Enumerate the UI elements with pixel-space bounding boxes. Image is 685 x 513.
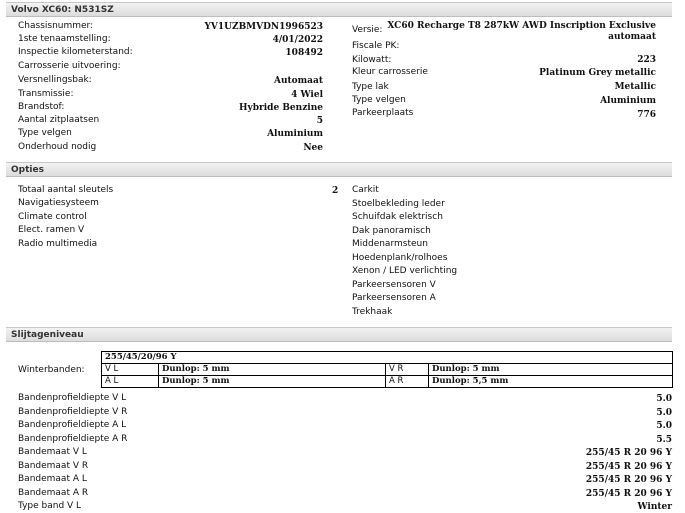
wear-row-label: Bandemaat A L [18, 474, 87, 484]
general-value: 4/01/2022 [272, 35, 323, 45]
wear-row-label: Bandemaat A R [18, 487, 89, 498]
general-label: Transmissie: [18, 89, 74, 99]
option-item: Stoelbekleding leder [352, 198, 445, 209]
general-label: Onderhoud nodig [18, 142, 97, 152]
option-item: Trekhaak [352, 306, 393, 317]
wear-row-value: 255/45 R 20 96 Y [585, 475, 672, 485]
tire-pos-vr: V R [386, 364, 429, 376]
wear-row-label: Bandenprofieldiepte V L [18, 393, 127, 403]
kleur-label: Kleur carrosserie [352, 67, 428, 77]
sleutels-value: 2 [332, 186, 339, 196]
general-value: Nee [303, 143, 323, 153]
option-item: Hoedenplank/rolhoes [352, 252, 448, 263]
lak-label: Type lak [352, 82, 389, 92]
wear-row-value: 5.5 [656, 434, 672, 445]
wear-row-value: Winter [637, 502, 672, 512]
wear-row-label: Bandenprofieldiepte A L [18, 420, 127, 430]
general-label: Carrosserie uitvoering: [18, 61, 121, 71]
general-label: 1ste tenaamstelling: [18, 34, 111, 44]
winterbanden-label: Winterbanden: [18, 365, 85, 375]
tire-value-vr: Dunlop: 5 mm [429, 364, 673, 376]
wear-row-value: 255/45 R 20 96 Y [585, 448, 672, 458]
lak-value: Metallic [614, 82, 656, 92]
option-item: Elect. ramen V [18, 225, 85, 235]
vehicle-title-bar [6, 2, 672, 17]
versie-label: Versie: [352, 25, 383, 35]
velgen-right-label: Type velgen [352, 95, 406, 105]
option-item: Radio multimedia [18, 238, 98, 249]
kleur-value: Platinum Grey metallic [539, 68, 656, 78]
wear-row-value: 5.0 [656, 421, 672, 431]
tire-value-vl: Dunlop: 5 mm [159, 364, 386, 376]
wear-row-label: Bandenprofieldiepte A R [18, 433, 128, 444]
option-item: Carkit [352, 185, 379, 195]
wear-row-value: 255/45 R 20 96 Y [585, 461, 672, 472]
wear-row-label: Type band V L [18, 501, 82, 511]
option-item: Parkeersensoren A [352, 293, 436, 303]
wear-header [6, 327, 672, 342]
general-label: Brandstof: [18, 102, 65, 112]
kilowatt-value: 223 [637, 55, 656, 65]
versie-value-line1: XC60 Recharge T8 287kW AWD Inscription Exclusive [387, 21, 656, 31]
tire-row-front [102, 364, 673, 376]
general-label: Inspectie kilometerstand: [18, 47, 133, 57]
option-item: Xenon / LED verlichting [352, 266, 458, 276]
wear-row-value: 5.0 [656, 394, 672, 404]
fiscale-pk-label: Fiscale PK: [352, 41, 400, 51]
option-item: Dak panoramisch [352, 225, 431, 236]
option-item: Parkeersensoren V [352, 279, 436, 290]
winter-tires-table [101, 351, 673, 388]
general-value: YV1UZBMVDN1996523 [204, 22, 323, 32]
general-value: Automaat [273, 76, 323, 86]
sleutels-label: Totaal aantal sleutels [18, 185, 114, 195]
general-label: Versnellingsbak: [18, 75, 92, 85]
parkeerplaats-label: Parkeerplaats [352, 108, 414, 118]
tire-pos-ar: A R [386, 376, 429, 388]
general-value: 108492 [285, 48, 323, 58]
wear-row-label: Bandemaat V R [18, 460, 89, 471]
vehicle-title: Volvo XC60: N531SZ [11, 5, 114, 15]
general-label: Type velgen [18, 128, 72, 138]
wear-row-value: 255/45 R 20 96 Y [585, 488, 672, 499]
options-header [6, 162, 672, 177]
parkeerplaats-value: 776 [637, 110, 656, 120]
option-item: Navigatiesysteem [18, 198, 99, 208]
option-item: Climate control [18, 211, 87, 222]
kilowatt-label: Kilowatt: [352, 55, 392, 65]
general-value: Aluminium [267, 129, 323, 139]
wear-row-value: 5.0 [656, 407, 672, 418]
wear-row-label: Bandemaat V L [18, 447, 87, 457]
versie-value-line2: automaat [608, 32, 656, 42]
velgen-right-value: Aluminium [600, 96, 656, 106]
wear-row-label: Bandenprofieldiepte V R [18, 406, 128, 417]
option-item: Middenarmsteun [352, 239, 428, 249]
general-label: Chassisnummer: [18, 21, 94, 31]
option-item: Schuifdak elektrisch [352, 212, 443, 222]
options-title: Opties [11, 165, 44, 175]
tire-size: 255/45/20/96 Y [102, 352, 673, 364]
general-value: 5 [316, 116, 323, 126]
tire-value-al: Dunlop: 5 mm [159, 376, 386, 388]
tire-value-ar: Dunlop: 5,5 mm [429, 376, 673, 388]
wear-title: Slijtageniveau [11, 330, 84, 340]
tire-pos-vl: V L [102, 364, 159, 376]
tire-size-row [102, 352, 673, 364]
general-value: 4 Wiel [291, 90, 323, 100]
tire-pos-al: A L [102, 376, 159, 388]
general-value: Hybride Benzine [238, 103, 323, 113]
tire-row-rear [102, 376, 673, 388]
general-label: Aantal zitplaatsen [18, 115, 100, 125]
